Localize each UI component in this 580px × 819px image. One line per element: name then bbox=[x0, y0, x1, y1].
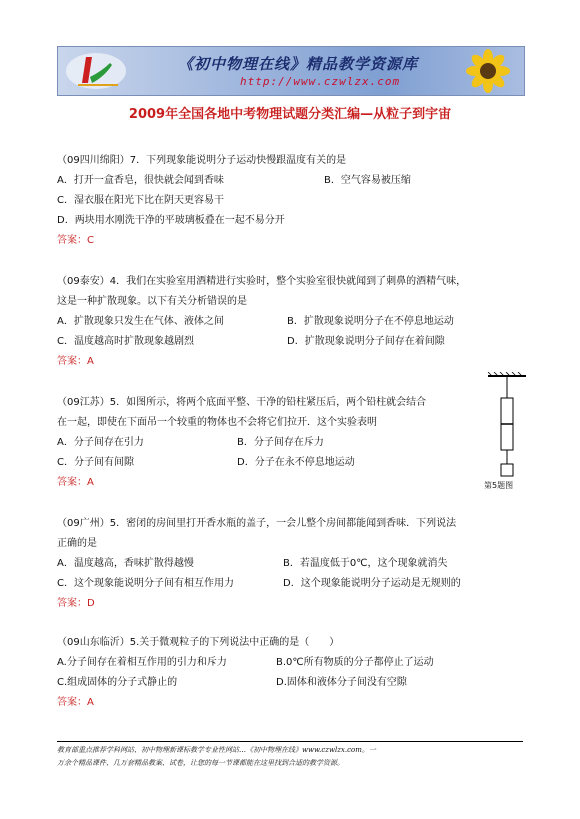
question-4 bbox=[57, 514, 461, 614]
option-d: D．两块用水刚洗干净的平玻璃板叠在一起不易分开 bbox=[57, 215, 285, 226]
question-stem: （09江苏）5．如图所示，将两个底面平整、干净的铅柱紧压后，两个铅柱就会结合 bbox=[57, 397, 427, 408]
page-footer bbox=[57, 744, 527, 770]
question-stem: （09四川绵阳）7．下列现象能说明分子运动快慢跟温度有关的是 bbox=[57, 155, 347, 166]
figure-caption: 第5题图 bbox=[484, 481, 514, 490]
document-title: 2009年全国各地中考物理试题分类汇编—从粒子到宇宙 bbox=[128, 107, 452, 122]
question-stem: （09山东临沂）5.关于微观粒子的下列说法中正确的是（ ） bbox=[57, 637, 340, 648]
footer-line-2: 万余个精品课件、几万套精品教案、试卷，让您的每一节课都能在这里找到合适的教学资源。 bbox=[57, 759, 344, 767]
answer: 答案：D bbox=[57, 598, 95, 609]
question-5 bbox=[57, 633, 434, 713]
question-stem-cont: 正确的是 bbox=[57, 538, 97, 549]
question-stem-cont: 这是一种扩散现象。以下有关分析错误的是 bbox=[57, 296, 247, 307]
option-b: B．扩散现象说明分子在不停息地运动 bbox=[287, 316, 454, 327]
option-a: A．分子间存在引力 bbox=[57, 437, 144, 448]
banner-url[interactable]: http://www.czwlzx.com bbox=[240, 75, 401, 88]
option-d: D．扩散现象说明分子间存在着间隙 bbox=[287, 336, 445, 347]
option-c: C．温度越高时扩散现象越剧烈 bbox=[57, 336, 194, 347]
answer: 答案：C bbox=[57, 235, 94, 246]
site-logo-icon bbox=[58, 47, 168, 95]
option-d: D.固体和液体分子间没有空隙 bbox=[276, 677, 407, 688]
option-a: A．扩散现象只发生在气体、液体之间 bbox=[57, 316, 224, 327]
option-a: A.分子间存在着相互作用的引力和斥力 bbox=[57, 657, 227, 668]
footer-divider bbox=[57, 741, 523, 742]
option-c: C．湿衣服在阳光下比在阴天更容易干 bbox=[57, 195, 224, 206]
answer: 答案：A bbox=[57, 477, 94, 488]
question-stem: （09泰安）4．我们在实验室用酒精进行实验时，整个实验室很快就闻到了刺鼻的酒精气味， bbox=[57, 276, 467, 287]
option-a: A．打开一盒香皂，很快就会闻到香味 bbox=[57, 175, 224, 186]
answer: 答案：A bbox=[57, 697, 94, 708]
question-3 bbox=[57, 393, 426, 493]
option-d: D．分子在永不停息地运动 bbox=[237, 457, 355, 468]
question-stem: （09广州）5．密闭的房间里打开香水瓶的盖子，一会儿整个房间都能闻到香味．下列说法 bbox=[57, 518, 457, 529]
footer-line-1: 教育部重点推荐学科网站、初中物理新课标教学专业性网站…《初中物理在线》www.czwlzx.com。一 bbox=[57, 746, 376, 754]
question-2 bbox=[57, 272, 466, 372]
header-banner bbox=[57, 46, 525, 96]
lead-cylinders-figure bbox=[482, 372, 532, 496]
question-stem-cont: 在一起，即使在下面吊一个较重的物体也不会将它们拉开．这个实验表明 bbox=[57, 417, 377, 428]
banner-title: 《初中物理在线》精品教学资源库 bbox=[178, 55, 419, 73]
answer: 答案：A bbox=[57, 356, 94, 367]
option-d: D．这个现象能说明分子运动是无规则的 bbox=[283, 578, 461, 589]
option-a: A．温度越高，香味扩散得越慢 bbox=[57, 558, 194, 569]
option-c: C.组成固体的分子式静止的 bbox=[57, 677, 178, 688]
option-c: C．这个现象能说明分子间有相互作用力 bbox=[57, 578, 234, 589]
option-b: B．空气容易被压缩 bbox=[324, 175, 411, 186]
sunflower-icon bbox=[458, 49, 518, 93]
option-b: B．分子间存在斥力 bbox=[237, 437, 324, 448]
option-c: C．分子间有间隙 bbox=[57, 457, 134, 468]
option-b: B.0℃所有物质的分子都停止了运动 bbox=[276, 657, 434, 668]
option-b: B．若温度低于0℃，这个现象就消失 bbox=[283, 558, 448, 569]
question-1 bbox=[57, 151, 411, 251]
